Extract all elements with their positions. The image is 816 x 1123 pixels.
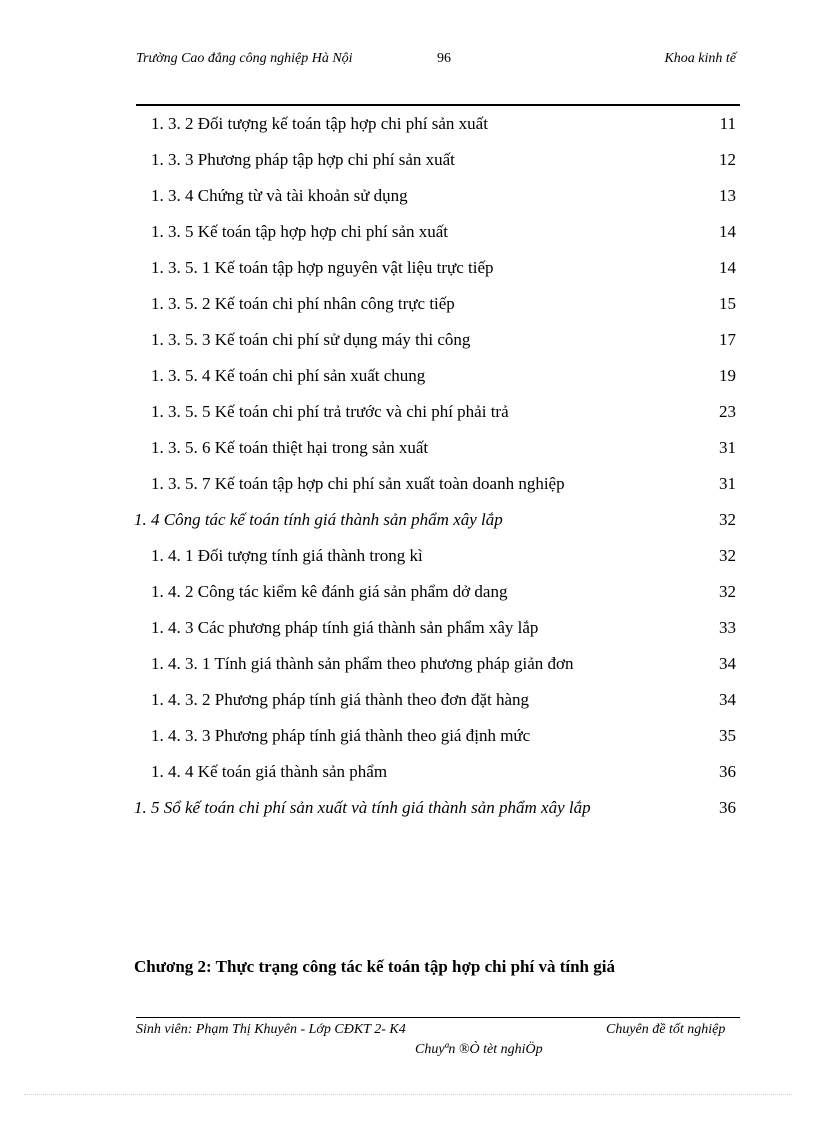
toc-entry — [0, 682, 816, 718]
toc-entry-title: 1. 3. 2 Đối tượng kế toán tập hợp chi phí sản xuất — [151, 114, 488, 133]
footer-student: Sinh viên: Phạm Thị Khuyên - Lớp CĐKT 2- K4 — [136, 1022, 406, 1037]
toc-entry — [0, 430, 816, 466]
toc-entry-page: 33 — [719, 618, 736, 637]
toc-entry-title: 1. 3. 5. 7 Kế toán tập hợp chi phí sản xuất toàn doanh nghiệp — [151, 474, 565, 493]
toc-entry-page: 32 — [719, 510, 736, 529]
toc-entry-title: 1. 5 Sổ kế toán chi phí sản xuất và tính giá thành sản phẩm xây lắp — [134, 798, 591, 817]
toc-entry-title: 1. 4. 3. 3 Phương pháp tính giá thành theo giá định mức — [151, 726, 531, 745]
header-school: Trường Cao đẳng công nghiệp Hà Nội — [136, 51, 353, 66]
toc-entry-page: 34 — [719, 690, 736, 709]
toc-entry-page: 34 — [719, 654, 736, 673]
toc-entry-page: 35 — [719, 726, 736, 745]
toc-entry-title: 1. 4. 3. 2 Phương pháp tính giá thành theo đơn đặt hàng — [151, 690, 530, 709]
footer-rule — [136, 1017, 740, 1018]
toc-entry-page: 14 — [719, 258, 736, 277]
toc-entry — [0, 250, 816, 286]
toc-entry-title: 1. 3. 5. 5 Kế toán chi phí trả trước và chi phí phải trả — [151, 402, 509, 421]
header-page-number: 96 — [437, 51, 451, 66]
toc-entry — [0, 754, 816, 790]
toc-entry-title: 1. 3. 4 Chứng từ và tài khoản sử dụng — [151, 186, 408, 205]
toc-entry — [0, 718, 816, 754]
toc-entry-page: 11 — [719, 114, 736, 133]
toc-entry-page: 23 — [719, 402, 736, 421]
toc-entry-page: 15 — [719, 294, 736, 313]
toc-entry-title: 1. 3. 5. 2 Kế toán chi phí nhân công trực tiếp — [151, 294, 455, 313]
toc-entry-page: 14 — [719, 222, 736, 241]
toc-entry-page: 31 — [719, 474, 736, 493]
toc-entry-page: 13 — [719, 186, 736, 205]
toc-entry-title: 1. 3. 5. 6 Kế toán thiệt hại trong sản xuất — [151, 438, 429, 457]
toc-entry — [0, 466, 816, 502]
toc-entry — [0, 178, 816, 214]
toc-entry-title: 1. 4. 3 Các phương pháp tính giá thành sản phẩm xây lắp — [151, 618, 539, 637]
toc-entry-title: 1. 3. 5. 3 Kế toán chi phí sử dụng máy thi công — [151, 330, 471, 349]
toc-entry-title: 1. 4. 1 Đối tượng tính giá thành trong kì — [151, 546, 423, 565]
toc-entry-page: 31 — [719, 438, 736, 457]
footer-legacy-text: Chuyªn ®Ò tèt nghiÖp — [415, 1042, 543, 1057]
toc-entry-title: 1. 4. 4 Kế toán giá thành sản phẩm — [151, 762, 388, 781]
toc-entry-page: 19 — [719, 366, 736, 385]
toc-entry-title: 1. 4 Công tác kế toán tính giá thành sản phẩm xây lắp — [134, 510, 503, 529]
toc-entry — [0, 322, 816, 358]
toc-entry-title: 1. 3. 3 Phương pháp tập hợp chi phí sản xuất — [151, 150, 455, 169]
toc-entry-page: 17 — [719, 330, 736, 349]
toc-entry-page: 36 — [719, 798, 736, 817]
toc-entry-title: 1. 4. 3. 1 Tính giá thành sản phẩm theo phương pháp giản đơn — [151, 654, 574, 673]
toc-entry — [0, 358, 816, 394]
header-department: Khoa kinh tế — [664, 51, 736, 66]
page-edge-divider — [24, 1094, 792, 1095]
toc-entry — [0, 142, 816, 178]
toc-entry — [0, 610, 816, 646]
toc-entry-page: 36 — [719, 762, 736, 781]
toc-entry — [0, 286, 816, 322]
toc-entry-page: 32 — [719, 582, 736, 601]
footer-thesis: Chuyên đề tốt nghiệp — [606, 1022, 726, 1037]
toc-entry-title: 1. 4. 2 Công tác kiểm kê đánh giá sản phẩm dở dang — [151, 582, 508, 601]
toc-entry-title: 1. 3. 5. 4 Kế toán chi phí sản xuất chung — [151, 366, 426, 385]
toc-entry — [0, 538, 816, 574]
toc-entry — [0, 106, 816, 142]
toc-entry-title: 1. 3. 5. 1 Kế toán tập hợp nguyên vật liệu trực tiếp — [151, 258, 494, 277]
toc-entry — [0, 574, 816, 610]
toc-entry — [0, 394, 816, 430]
toc-entry — [0, 790, 816, 826]
chapter-heading: Chương 2: Thực trạng công tác kế toán tập hợp chi phí và tính giá — [134, 957, 615, 976]
toc-entry-page: 32 — [719, 546, 736, 565]
toc-entry-page: 12 — [719, 150, 736, 169]
toc-entry — [0, 214, 816, 250]
toc-entry — [0, 646, 816, 682]
toc-entry-title: 1. 3. 5 Kế toán tập hợp hợp chi phí sản xuất — [151, 222, 449, 241]
toc-entry — [0, 502, 816, 538]
